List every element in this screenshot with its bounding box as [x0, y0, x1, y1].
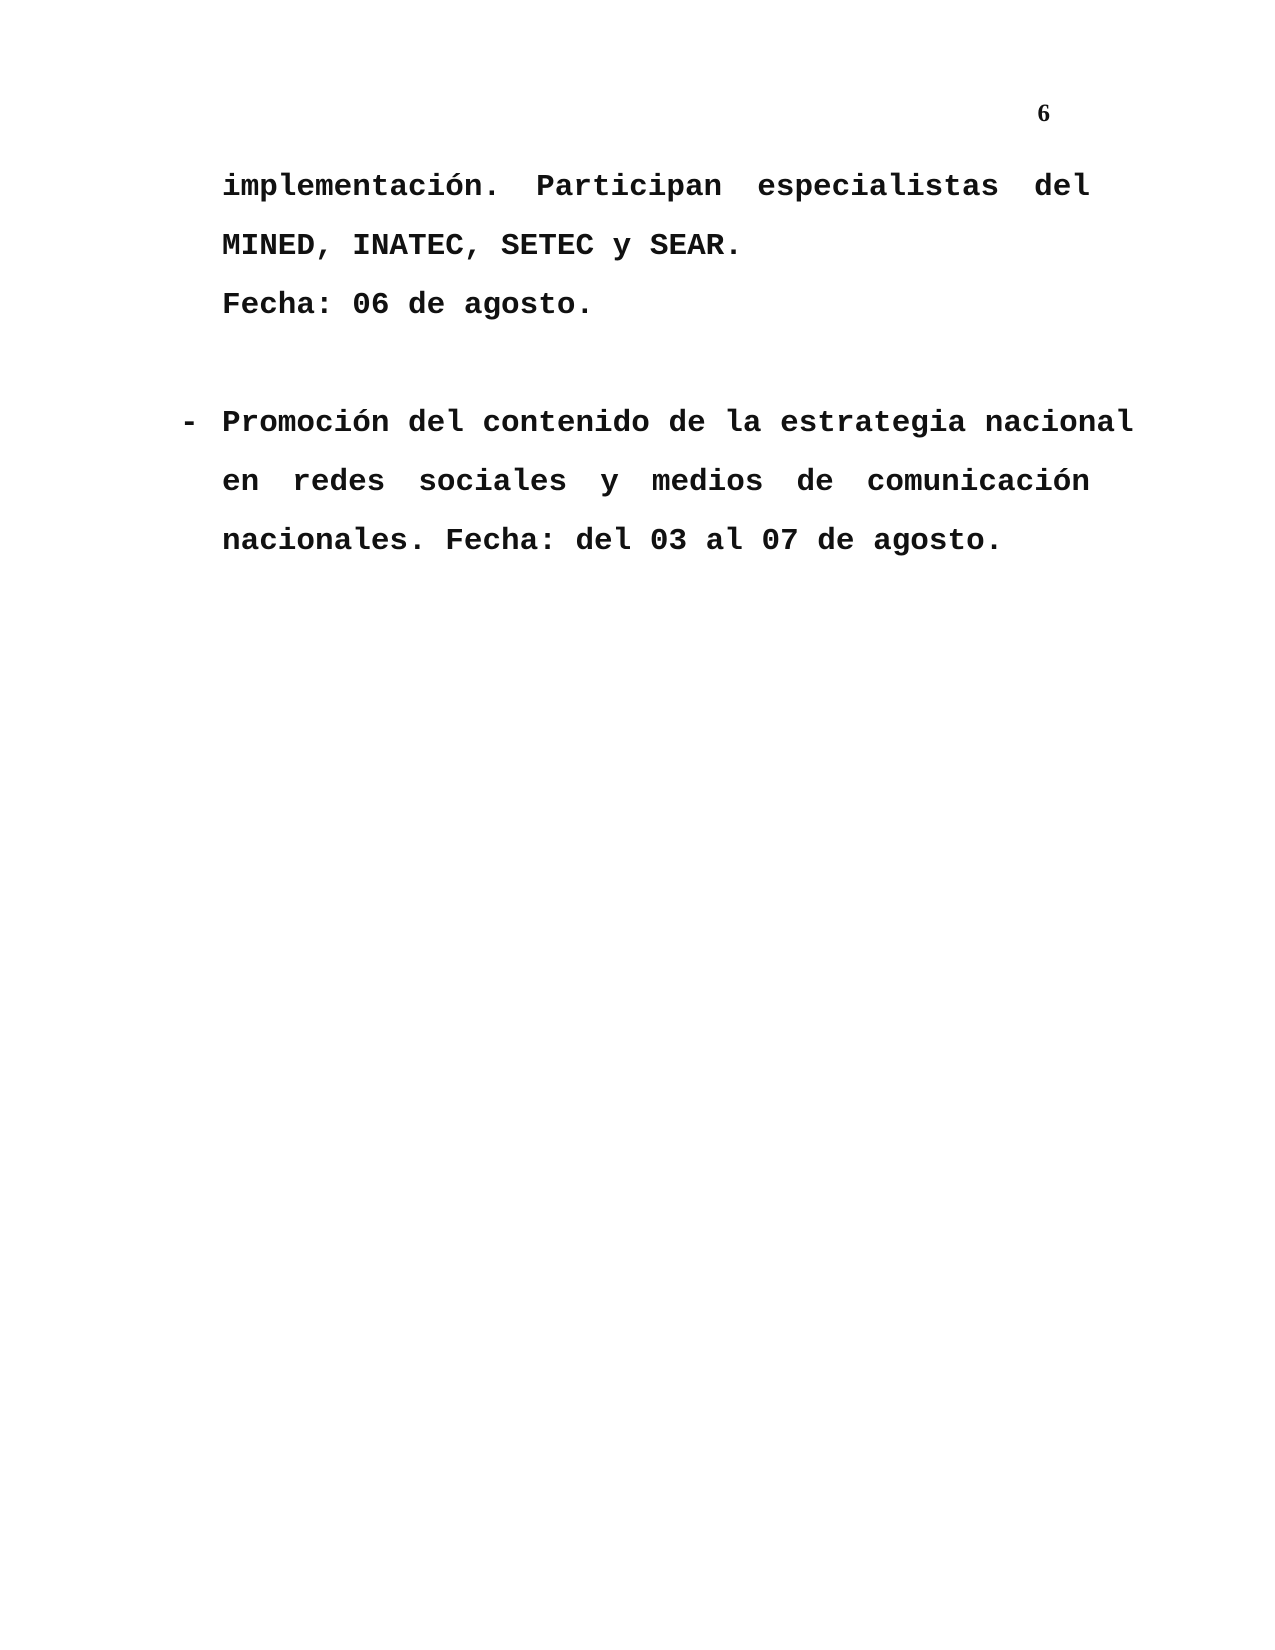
page-number: 6	[1037, 100, 1050, 127]
bullet-dash: -	[180, 406, 199, 441]
text-line: nacionales. Fecha: del 03 al 07 de agosto.	[222, 524, 1004, 559]
text-line: implementación. Participan especialistas del	[222, 170, 1090, 205]
text-line: en redes sociales y medios de comunicación	[222, 465, 1090, 500]
date-line: Fecha: 06 de agosto.	[222, 288, 595, 323]
text-line: Promoción del contenido de la estrategia nacional	[222, 406, 1134, 441]
text-line: MINED, INATEC, SETEC y SEAR.	[222, 229, 743, 264]
